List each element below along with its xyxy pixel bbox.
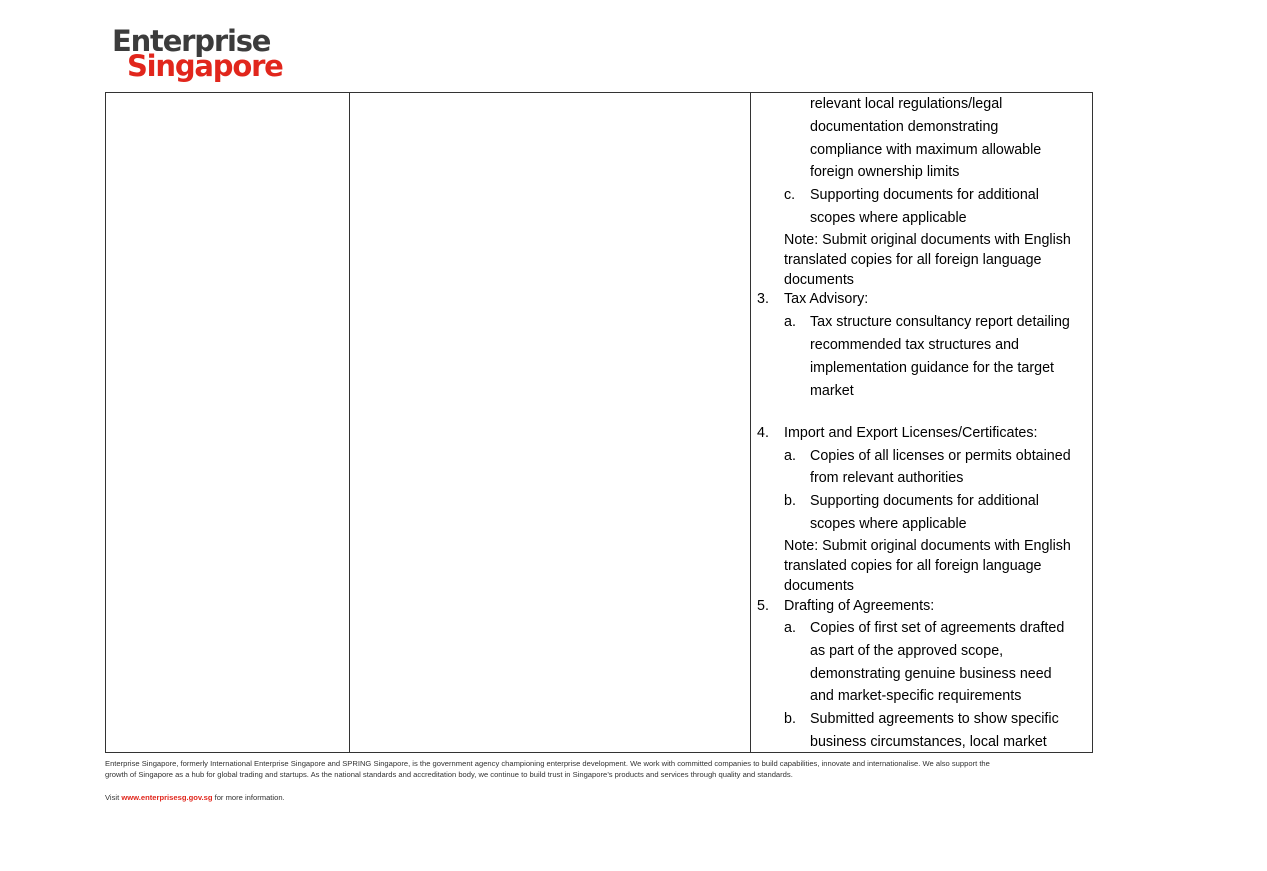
item3-title: Tax Advisory: — [784, 291, 869, 307]
item3-a-line: Tax structure consultancy report detailing — [810, 314, 1070, 330]
item3-a-line: market — [810, 383, 854, 399]
item2-note-line: documents — [784, 272, 854, 288]
footer-line-1: Enterprise Singapore, formerly International Enterprise Singapore and SPRING Singapore, is the government agency championing enterprise development. We work with committed companies to build capabilities, innovate and internationalise. We also support the — [105, 759, 990, 768]
website-link[interactable]: www.enterprisesg.gov.sg — [121, 793, 213, 802]
item2-note-line: translated copies for all foreign language — [784, 252, 1042, 268]
item2-note-line: Note: Submit original documents with English — [784, 232, 1071, 248]
footer-text — [105, 758, 1135, 780]
requirements-table — [105, 92, 1093, 753]
item5-a-line: Copies of first set of agreements drafted — [810, 620, 1065, 636]
footer-line-2: growth of Singapore as a hub for global trading and startups. As the national standards and accreditation body, we continue to build trust in Singapore’s products and services through quality and standards. — [105, 770, 793, 779]
item4-a-marker: a. — [784, 448, 796, 464]
item3-number: 3. — [757, 291, 769, 307]
item4-b-line: scopes where applicable — [810, 516, 967, 532]
item4-note-line: documents — [784, 578, 854, 594]
item5-number: 5. — [757, 598, 769, 614]
item4-b-line: Supporting documents for additional — [810, 493, 1039, 509]
item4-a-line: from relevant authorities — [810, 470, 964, 486]
enterprise-singapore-logo — [112, 24, 283, 83]
item5-title: Drafting of Agreements: — [784, 598, 935, 614]
item4-note-line: Note: Submit original documents with English — [784, 538, 1071, 554]
logo-line2: Singapore — [127, 49, 283, 83]
item5-a-line: and market-specific requirements — [810, 688, 1022, 704]
item3-a-marker: a. — [784, 314, 796, 330]
item5-b-line: Submitted agreements to show specific — [810, 711, 1059, 727]
item5-a-line: demonstrating genuine business need — [810, 666, 1052, 682]
logo-line1: Enterprise — [112, 24, 271, 58]
item4-note-line: translated copies for all foreign language — [784, 558, 1042, 574]
item5-b-line: business circumstances, local market — [810, 734, 1047, 750]
item5-b-marker: b. — [784, 711, 796, 727]
item2-b-line: compliance with maximum allowable — [810, 142, 1042, 158]
item3-a-line: recommended tax structures and — [810, 337, 1019, 353]
table-column-3 — [751, 93, 1092, 752]
item5-a-marker: a. — [784, 620, 796, 636]
item2-c-marker: c. — [784, 187, 796, 203]
item2-c-line: scopes where applicable — [810, 210, 967, 226]
item4-a-line: Copies of all licenses or permits obtained — [810, 448, 1071, 464]
item2-b-line: documentation demonstrating — [810, 119, 999, 135]
item3-a-line: implementation guidance for the target — [810, 360, 1054, 376]
item2-b-line: relevant local regulations/legal — [810, 96, 1003, 112]
item4-b-marker: b. — [784, 493, 796, 509]
item2-c-line: Supporting documents for additional — [810, 187, 1039, 203]
table-column-1 — [106, 93, 350, 752]
visit-suffix: for more information. — [212, 793, 285, 802]
item5-a-line: as part of the approved scope, — [810, 643, 1004, 659]
item4-title: Import and Export Licenses/Certificates: — [784, 425, 1038, 441]
item2-b-line: foreign ownership limits — [810, 164, 960, 180]
visit-line — [105, 793, 285, 802]
item4-number: 4. — [757, 425, 769, 441]
table-column-2 — [349, 93, 751, 752]
visit-prefix: Visit — [105, 793, 122, 802]
